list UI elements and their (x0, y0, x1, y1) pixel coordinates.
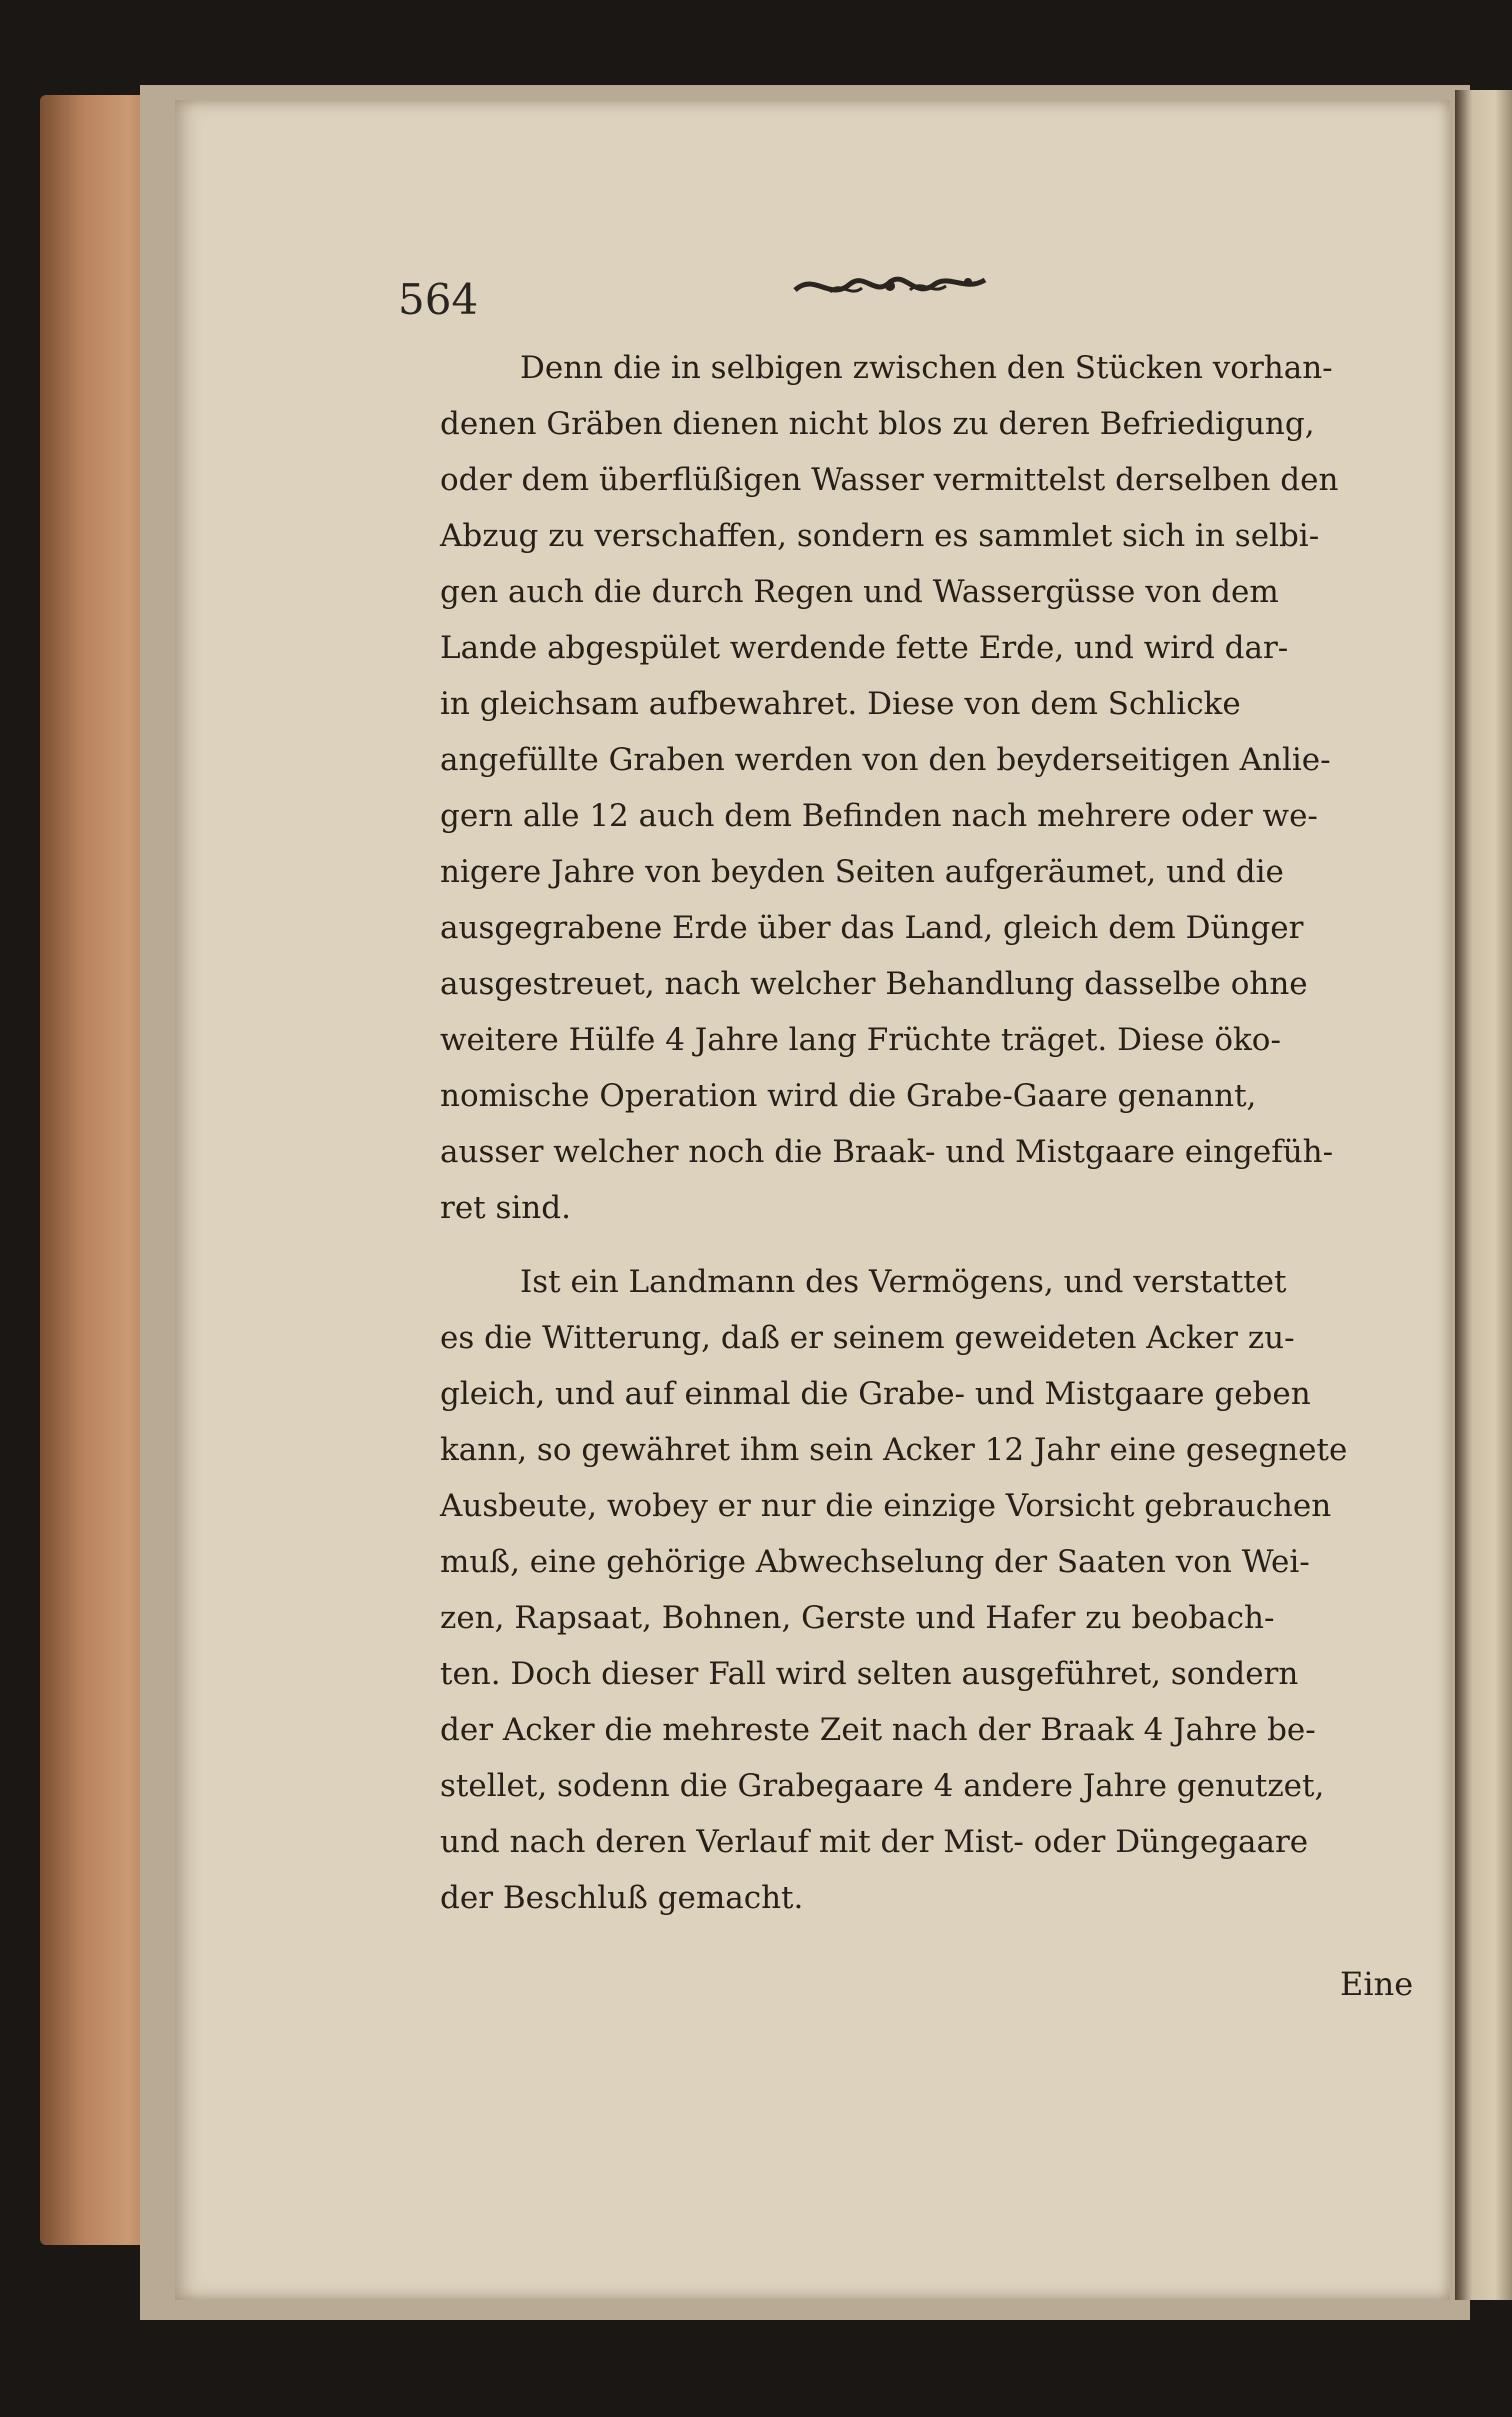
text-line: Denn die in selbigen zwischen den Stücken vorhan- (520, 350, 1333, 386)
facing-page-edge (1455, 90, 1512, 2300)
text-line: gleich, und auf einmal die Grabe- und Mistgaare geben (440, 1376, 1311, 1412)
paragraph-1 (440, 340, 1425, 1236)
ornament-icon (790, 262, 990, 312)
catchword: Eine (1340, 1965, 1414, 2003)
body-text (440, 340, 1425, 1926)
text-line: und nach deren Verlauf mit der Mist- oder Düngegaare (440, 1824, 1309, 1860)
text-line: gern alle 12 auch dem Befinden nach mehrere oder we- (440, 798, 1318, 834)
text-line: der Acker die mehreste Zeit nach der Braak 4 Jahre be- (440, 1712, 1316, 1748)
text-line: muß, eine gehörige Abwechselung der Saaten von Wei- (440, 1544, 1310, 1580)
text-line: Ist ein Landmann des Vermögens, und verstattet (520, 1264, 1287, 1300)
text-line: Abzug zu verschaffen, sondern es sammlet sich in selbi- (440, 518, 1320, 554)
text-line: in gleichsam aufbewahret. Diese von dem Schlicke (440, 686, 1241, 722)
text-line: nomische Operation wird die Grabe-Gaare genannt, (440, 1078, 1257, 1114)
text-line: ausgestreuet, nach welcher Behandlung dasselbe ohne (440, 966, 1308, 1002)
text-line: gen auch die durch Regen und Wassergüsse von dem (440, 574, 1279, 610)
text-line: ret sind. (440, 1190, 571, 1226)
text-line: nigere Jahre von beyden Seiten aufgeräumet, und die (440, 854, 1284, 890)
paragraph-2 (440, 1254, 1425, 1926)
text-line: ten. Doch dieser Fall wird selten ausgeführet, sondern (440, 1656, 1299, 1692)
text-line: Lande abgespület werdende fette Erde, und wird dar- (440, 630, 1289, 666)
text-line: zen, Rapsaat, Bohnen, Gerste und Hafer zu beobach- (440, 1600, 1275, 1636)
text-line: Ausbeute, wobey er nur die einzige Vorsicht gebrauchen (440, 1488, 1332, 1524)
text-line: oder dem überflüßigen Wasser vermittelst derselben den (440, 462, 1339, 498)
text-line: ausgegrabene Erde über das Land, gleich dem Dünger (440, 910, 1304, 946)
text-line: stellet, sodenn die Grabegaare 4 andere Jahre genutzet, (440, 1768, 1325, 1804)
text-line: kann, so gewähret ihm sein Acker 12 Jahr eine gesegnete (440, 1432, 1348, 1468)
text-line: ausser welcher noch die Braak- und Mistgaare eingefüh- (440, 1134, 1334, 1170)
text-line: denen Gräben dienen nicht blos zu deren Befriedigung, (440, 406, 1315, 442)
text-line: der Beschluß gemacht. (440, 1880, 804, 1916)
text-line: es die Witterung, daß er seinem geweideten Acker zu- (440, 1320, 1295, 1356)
text-line: weitere Hülfe 4 Jahre lang Früchte träget. Diese öko- (440, 1022, 1281, 1058)
text-line: angefüllte Graben werden von den beyderseitigen Anlie- (440, 742, 1331, 778)
page-number: 564 (398, 275, 479, 324)
